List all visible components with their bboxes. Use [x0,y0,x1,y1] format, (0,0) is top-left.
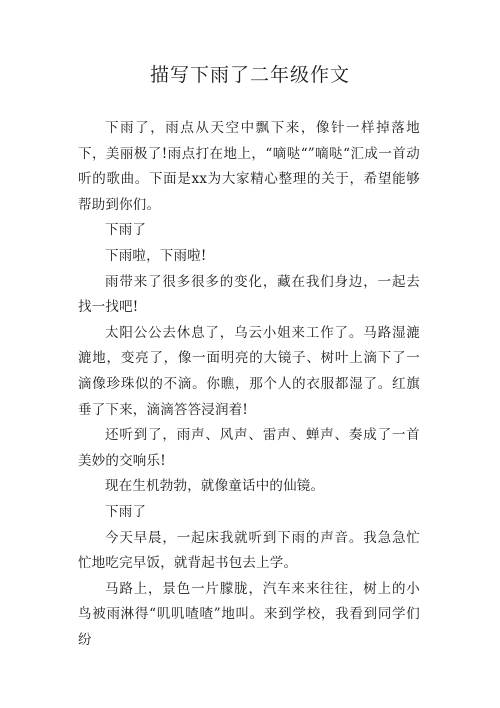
paragraph-heading-2: 下雨了 [105,503,147,520]
paragraph: 马路上，景色一片朦胧，汽车来来往往，树上的小鸟被雨淋得“叽叽喳喳”地叫。来到学校，我看到同学们纷 [78,580,420,648]
paragraph: 下雨啦，下雨啦! [105,247,207,264]
paragraph: 还听到了，雨声、风声、雷声、蝉声、奏成了一首美妙的交响乐! [78,427,420,469]
paragraph: 雨带来了很多很多的变化，藏在我们身边，一起去找一找吧! [78,273,420,316]
paragraph: 太阳公公去休息了，乌云小姐来工作了。马路湿漉漉地，变亮了，像一面明亮的大镜子、树叶上滴下了一滴像珍珠似的不滴。你瞧，那个人的衣服都湿了。红旗垂了下来，滴滴答答浸润着! [78,324,420,418]
paragraph-heading-1: 下雨了 [105,222,147,239]
document-title: 描写下雨了二年级作文 [149,64,350,86]
paragraph: 现在生机勃勃，就像童话中的仙镜。 [105,478,325,495]
paragraph: 今天早晨，一起床我就听到下雨的声音。我急急忙忙地吃完早饭，就背起书包去上学。 [78,529,420,572]
document-body [78,116,420,653]
paragraph-intro: 下雨了，雨点从天空中飘下来，像针一样掉落地下，美丽极了!雨点打在地上，“嘀哒“”嘀哒“汇成一首动听的歌曲。下面是xx为大家精心整理的关于，希望能够帮助到你们。 [78,120,420,213]
